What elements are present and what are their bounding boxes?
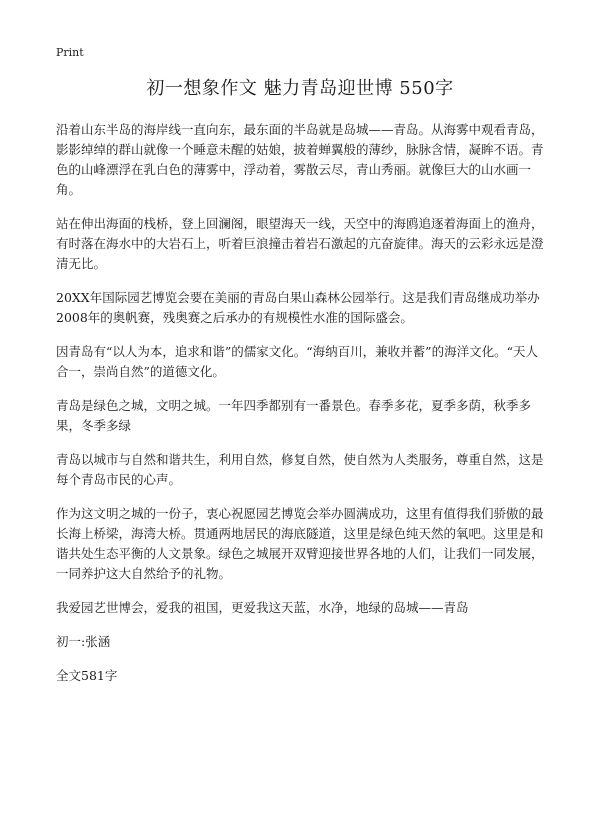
print-link[interactable]: Print [56,46,84,59]
paragraph-expo: 20XX年国际园艺博览会要在美丽的青岛白果山森林公园举行。这是我们青岛继成功举办2008年的奥帆赛，残奥赛之后承办的有规模性水准的国际盛会。 [56,290,540,325]
paragraph-culture: 因青岛有“以人为本，追求和谐”的儒家文化。“海纳百川，兼收并蓄”的海洋文化。“天人合一，崇尚自然”的道德文化。 [56,344,538,379]
paragraph-pier: 站在伸出海面的栈桥，登上回澜阁，眼望海天一线，天空中的海鸥追逐着海面上的渔舟，有时落在海水中的大岩石上，听着巨浪撞击着岩石激起的亢奋旋律。海天的云彩永远是澄清无比。 [56,216,544,271]
article-body [56,120,548,700]
paragraph-wishes: 作为这文明之城的一份子，衷心祝愿园艺博览会举办圆满成功，这里有值得我们骄傲的最长海上桥梁，海湾大桥。贯通两地居民的海底隧道，这里是绿色纯天然的氧吧。这里是和谐共处生态平衡的人文景象。绿色之城展开双臂迎接世界各地的人们，让我们一同发展，一同养护这大自然给予的礼物。 [56,506,544,581]
paragraph-green-city: 青岛是绿色之城，文明之城。一年四季都别有一番景色。春季多花，夏季多荫，秋季多果，冬季多绿 [56,398,532,433]
paragraph-coastline: 沿着山东半岛的海岸线一直向东，最东面的半岛就是岛城——青岛。从海雾中观看青岛，影影绰绰的群山就像一个睡意未醒的姑娘，披着蝉翼般的薄纱，脉脉含情，凝眸不语。青色的山峰漂浮在乳白色的薄雾中，浮动着，雾散云尽，青山秀丽。就像巨大的山水画一角。 [56,122,544,197]
article-title: 初一想象作文 魅力青岛迎世博 550字 [146,78,454,99]
author-line: 初一:张涵 [56,634,111,649]
word-count: 全文581字 [56,668,118,683]
paragraph-closing: 我爱园艺世博会，爱我的祖国，更爱我这天蓝，水净，地绿的岛城——青岛 [56,600,469,615]
paragraph-harmony: 青岛以城市与自然和谐共生，利用自然，修复自然，使自然为人类服务，尊重自然，这是每个青岛市民的心声。 [56,452,544,487]
